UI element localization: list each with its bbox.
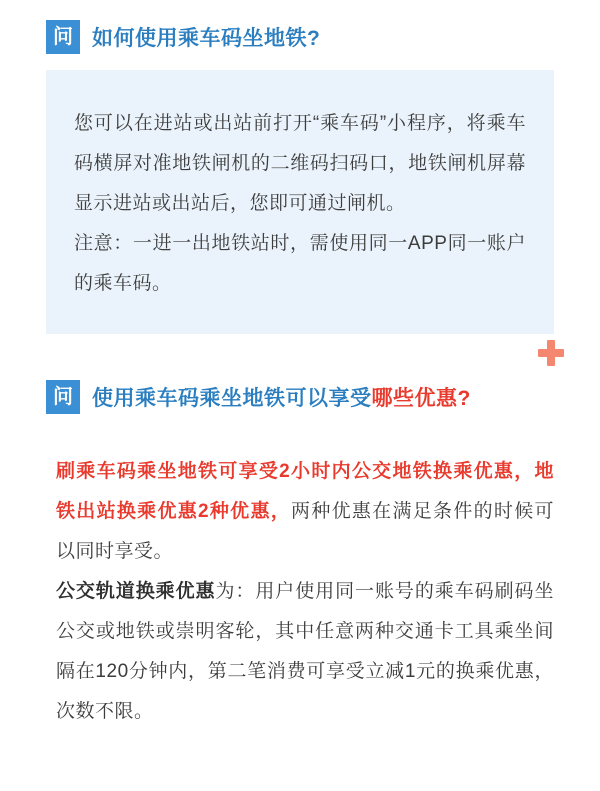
answer-highlight-red: 刷乘车码乘坐地铁可享受2小时内公交地铁换乘优惠，地铁出站换乘优惠2种优惠， [56, 461, 554, 522]
answer-body-2 [46, 430, 554, 732]
answer-paragraph-1-1: 您可以在进站或出站前打开“乘车码”小程序，将乘车码横屏对准地铁闸机的二维码扫码口，地铁闸机屏幕显示进站或出站后，您即可通过闸机。 [74, 113, 526, 214]
qa-block-2 [0, 374, 600, 732]
answer-paragraph-2-2 [56, 572, 554, 732]
answer-paragraph-2-1 [56, 452, 554, 572]
answer-paragraph-2-2-rest: 为：用户使用同一账号的乘车码刷码坐公交或地铁或崇明客轮，其中任意两种交通卡工具乘坐间隔在120分钟内，第二笔消费可享受立减1元的换乘优惠，次数不限。 [56, 581, 554, 722]
answer-body-1 [46, 70, 554, 334]
question-title-1: 如何使用乘车码坐地铁? [92, 27, 321, 50]
question-title-2 [92, 382, 471, 412]
block-spacer [0, 334, 600, 374]
answer-paragraph-2-1-rest: 两种优惠在满足条件的时候可以同时享受。 [56, 501, 554, 562]
answer-paragraph-1-2: 注意：一进一出地铁站时，需使用同一APP同一账户的乘车码。 [74, 233, 526, 294]
question-badge-icon: 问 [46, 380, 80, 414]
question-title-2-prefix: 使用乘车码乘坐地铁可以享受 [92, 387, 372, 410]
question-title-2-highlight: 哪些优惠? [371, 387, 471, 410]
qa-block-1 [0, 14, 600, 334]
question-header-1 [0, 14, 600, 60]
question-header-2 [0, 374, 600, 420]
plus-decoration-icon [538, 340, 564, 366]
question-badge-icon: 问 [46, 20, 80, 54]
answer-term-bold: 公交轨道换乘优惠 [56, 581, 216, 602]
top-spacer [0, 0, 600, 14]
